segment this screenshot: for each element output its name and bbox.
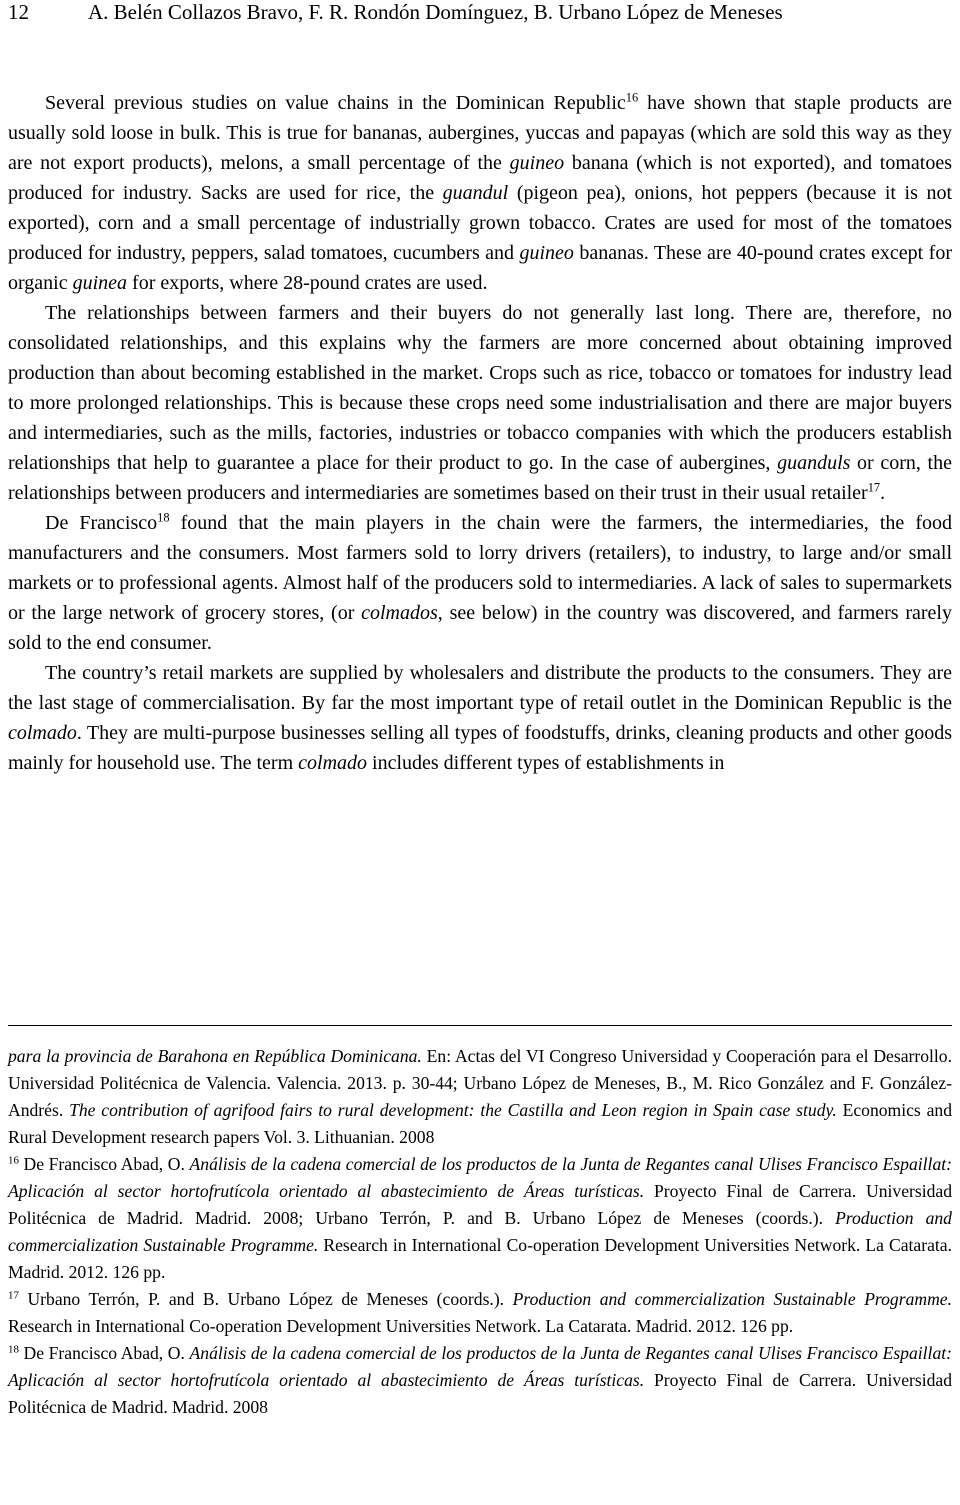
footnote-ref: 17 — [8, 1289, 19, 1302]
footnote-ref: 16 — [8, 1154, 19, 1167]
italic-text: Production and commercialization Sustainable Programme. — [512, 1289, 952, 1309]
text-run: bananas. These are 40-pound crates except for organic — [8, 242, 952, 294]
text-run: Research in International Co-operation Development Universities Network. La Catarata. Madrid. 2012. 126 pp. — [8, 1235, 952, 1282]
text-run: The country’s retail markets are supplied by wholesalers and distribute the products to the consumers. They are the last stage of commercialisation. By far the most important type of retail outlet in the Dominican Republic is the — [8, 662, 952, 714]
paragraph — [8, 298, 952, 508]
text-run: De Francisco Abad, O. — [18, 1154, 190, 1174]
italic-text: The contribution of agrifood fairs to rural development: the Castilla and Leon region in Spain case study. — [69, 1100, 837, 1120]
italic-text: colmado — [298, 752, 368, 774]
paragraph — [8, 508, 952, 658]
italic-text: colmado — [8, 722, 77, 744]
italic-text: colmados — [361, 602, 438, 624]
header-authors: A. Belén Collazos Bravo, F. R. Rondón Domínguez, B. Urbano López de Meneses — [88, 0, 783, 24]
text-run: includes different types of establishments in — [367, 752, 725, 774]
text-run: Proyecto Final de Carrera. Universidad Politécnica de Madrid. Madrid. 2008 — [8, 1370, 953, 1417]
footnote — [8, 1043, 952, 1151]
footnotes — [8, 1043, 952, 1421]
italic-text: Production and commercialization Sustainable Programme. — [8, 1208, 952, 1255]
paragraph — [8, 658, 952, 778]
text-run: Proyecto Final de Carrera. Universidad Politécnica de Madrid. Madrid. 2008; Urbano Terrón, P. and B. Urbano López de Meneses (coords.). — [8, 1181, 953, 1228]
text-run: , see below) in the country was discovered, and farmers rarely sold to the end consumer. — [8, 602, 952, 654]
text-run: Economics and Rural Development research papers Vol. 3. Lithuanian. 2008 — [8, 1100, 953, 1147]
italic-text: Análisis de la cadena comercial de los productos de la Junta de Regantes canal Ulises Francisco Espaillat: Aplicación al sector hortofrutícola orientado al abastecimiento de Áreas turísticas. — [8, 1343, 952, 1390]
footnote — [8, 1286, 952, 1340]
italic-text: guinea — [72, 272, 128, 294]
text-run: Research in International Co-operation Development Universities Network. La Catarata. Madrid. 2012. 126 pp. — [8, 1316, 794, 1336]
text-run: or corn, the relationships between producers and intermediaries are sometimes based on their trust in their usual retailer — [8, 452, 952, 504]
text-run: found that the main players in the chain were the farmers, the intermediaries, the food manufacturers and the consumers. Most farmers sold to lorry drivers (retailers), to industry, to large and/or small markets or to professional agents. Almost half of the producers sold to intermediaries. A lack of sales to supermarkets or the large network of grocery stores, (or — [8, 512, 953, 624]
text-run: for exports, where 28-pound crates are used. — [127, 272, 488, 294]
footnote-ref: 18 — [157, 510, 170, 525]
footnote-ref: 16 — [625, 90, 639, 105]
text-run: De Francisco Abad, O. — [18, 1343, 190, 1363]
text-run: . — [880, 482, 886, 504]
footnote-separator — [8, 1025, 952, 1026]
text-run: En: Actas del VI Congreso Universidad y Cooperación para el Desarrollo. Universidad Politécnica de Valencia. Valencia. 2013. p. 30-44; Urbano López de Meneses, B., M. Rico González and F. González-Andrés. — [8, 1046, 953, 1120]
text-run: . They are multi-purpose businesses selling all types of foodstuffs, drinks, cleaning products and other goods mainly for household use. The term — [8, 722, 952, 774]
text-run: have shown that staple products are usually sold loose in bulk. This is true for bananas, aubergines, yuccas and papayas (which are sold this way as they are not export products), melons, a small percentage of the — [8, 92, 952, 174]
italic-text: guanduls — [777, 452, 851, 474]
footnote — [8, 1151, 952, 1286]
footnote-ref: 18 — [8, 1343, 19, 1356]
text-run: (pigeon pea), onions, hot peppers (because it is not exported), corn and a small percentage of industrially grown tobacco. Crates are used for most of the tomatoes produced for industry, peppers, salad tomatoes, cucumbers and — [8, 182, 953, 264]
text-run: The relationships between farmers and their buyers do not generally last long. There are, therefore, no consolidated relationships, and this explains why the farmers are more concerned about obtaining improved production than about becoming established in the market. Crops such as rice, tobacco or tomatoes for industry lead to more prolonged relationships. This is because these crops need some industrialisation and there are major buyers and intermediaries, such as the mills, factories, industries or tobacco companies with which the producers establish relationships that help to guarantee a place for their product to go. In the case of aubergines, — [8, 302, 952, 474]
italic-text: guandul — [442, 182, 509, 204]
text-run: Several previous studies on value chains in the Dominican Republic — [45, 92, 626, 114]
italic-text: Análisis de la cadena comercial de los productos de la Junta de Regantes canal Ulises Francisco Espaillat: Aplicación al sector hortofrutícola orientado al abastecimiento de Áreas turísticas. — [8, 1154, 952, 1201]
running-header — [8, 0, 952, 26]
text-run: De Francisco — [45, 512, 158, 534]
italic-text: para la provincia de Barahona en República Dominicana. — [8, 1046, 422, 1066]
text-run: banana (which is not exported), and tomatoes produced for industry. Sacks are used for rice, the — [8, 152, 953, 204]
page-number: 12 — [8, 0, 29, 24]
italic-text: guineo — [519, 242, 574, 264]
italic-text: guineo — [509, 152, 565, 174]
paragraph — [8, 88, 952, 298]
footnote — [8, 1340, 952, 1421]
main-text — [8, 88, 952, 778]
text-run: Urbano Terrón, P. and B. Urbano López de Meneses (coords.). — [18, 1289, 513, 1309]
footnote-ref: 17 — [867, 480, 881, 495]
